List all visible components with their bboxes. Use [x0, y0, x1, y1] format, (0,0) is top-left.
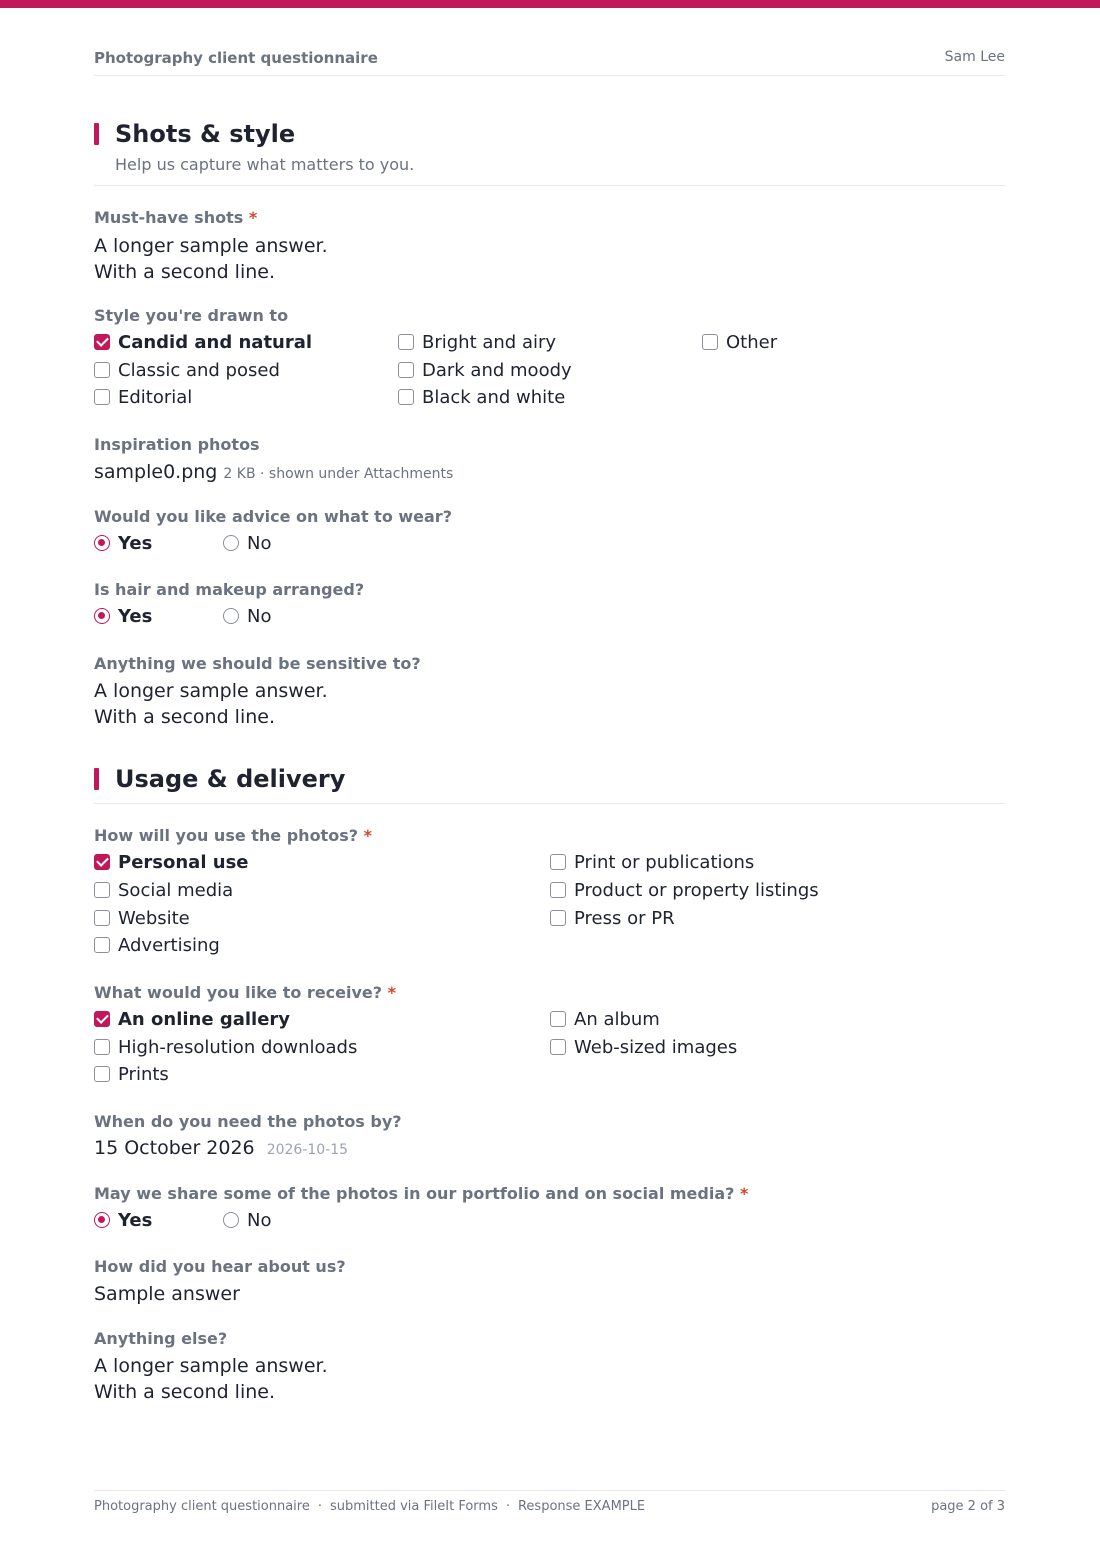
form-title: Photography client questionnaire [94, 49, 378, 67]
checkbox-icon [94, 1066, 110, 1082]
radio-hair-makeup-yes[interactable] [94, 605, 152, 627]
footer-info [94, 1499, 645, 1514]
label-text: What would you like to receive? [94, 983, 383, 1002]
option-label: Prints [118, 1063, 169, 1085]
checkbox-icon [550, 910, 566, 926]
checkbox-icon [550, 882, 566, 898]
option-black-and-white[interactable] [398, 386, 565, 408]
option-label: No [247, 1209, 272, 1231]
question-label-hair-makeup: Is hair and makeup arranged? [94, 580, 365, 599]
top-accent-bar [0, 0, 1100, 8]
question-label-style: Style you're drawn to [94, 306, 289, 325]
checkbox-icon [550, 1039, 566, 1055]
answer-line: With a second line. [94, 1381, 275, 1403]
section-marker [94, 123, 99, 145]
option-product-or-property-listings[interactable] [550, 879, 819, 901]
question-label-anything-else: Anything else? [94, 1329, 228, 1348]
checkbox-icon [94, 937, 110, 953]
section-marker [94, 768, 99, 790]
answer-line: A longer sample answer. [94, 680, 328, 702]
required-marker: * [248, 208, 258, 227]
option-high-resolution-downloads[interactable] [94, 1036, 357, 1058]
checkbox-icon [94, 362, 110, 378]
footer-separator: · [505, 1499, 510, 1514]
radio-icon [223, 1212, 239, 1228]
option-dark-and-moody[interactable] [398, 359, 572, 381]
date-display: 15 October 2026 [94, 1137, 255, 1159]
question-label-deadline: When do you need the photos by? [94, 1112, 402, 1131]
section-shots-style [94, 118, 1005, 186]
option-label: Social media [118, 879, 234, 901]
option-prints[interactable] [94, 1063, 169, 1085]
page-number: page 2 of 3 [931, 1499, 1005, 1514]
option-label: An album [574, 1008, 660, 1030]
option-label: Yes [118, 605, 153, 627]
checkbox-checked-icon [94, 1011, 110, 1027]
option-label: An online gallery [118, 1008, 291, 1030]
footer-response: Response EXAMPLE [517, 1499, 646, 1514]
label-text: May we share some of the photos in our portfolio and on social media? [94, 1184, 735, 1203]
option-label: Advertising [118, 934, 220, 956]
question-label-usage [94, 826, 372, 845]
option-personal-use[interactable] [94, 851, 249, 873]
checkbox-icon [94, 882, 110, 898]
radio-hair-makeup-no[interactable] [223, 605, 271, 627]
checkbox-icon [398, 389, 414, 405]
answer-deadline [94, 1135, 348, 1163]
radio-icon [223, 608, 239, 624]
radio-selected-icon [94, 608, 110, 624]
option-print-or-publications[interactable] [550, 851, 754, 873]
footer-submitted-via: submitted via FileIt Forms [329, 1499, 498, 1514]
date-iso: 2026-10-15 [266, 1142, 349, 1158]
radio-selected-icon [94, 535, 110, 551]
option-label: Classic and posed [118, 359, 280, 381]
answer-line: A longer sample answer. [94, 1355, 328, 1377]
option-label: No [247, 605, 272, 627]
option-label: Black and white [422, 386, 566, 408]
answer-heard: Sample answer [94, 1283, 240, 1305]
section-title: Shots & style [115, 120, 296, 148]
footer-separator: · [317, 1499, 322, 1514]
radio-icon [223, 535, 239, 551]
radio-wear-advice-yes[interactable] [94, 532, 152, 554]
required-marker: * [740, 1184, 749, 1203]
option-press-or-pr[interactable] [550, 907, 675, 929]
attachment-filename[interactable]: sample0.png [94, 461, 218, 483]
option-editorial[interactable] [94, 386, 192, 408]
checkbox-icon [398, 362, 414, 378]
option-label: Editorial [118, 386, 193, 408]
attachment-meta: 2 KB · shown under Attachments [223, 466, 454, 482]
option-label: Web-sized images [574, 1036, 738, 1058]
checkbox-icon [94, 389, 110, 405]
question-label-inspiration-photos: Inspiration photos [94, 435, 260, 454]
label-text: How will you use the photos? [94, 826, 358, 845]
radio-share-yes[interactable] [94, 1209, 152, 1231]
footer-form-name: Photography client questionnaire [94, 1499, 310, 1514]
question-label-heard: How did you hear about us? [94, 1257, 346, 1276]
required-marker: * [387, 983, 396, 1002]
option-label: Candid and natural [118, 331, 313, 353]
option-web-sized-images[interactable] [550, 1036, 737, 1058]
option-label: Press or PR [574, 907, 675, 929]
page-header [94, 49, 1005, 76]
checkbox-icon [702, 334, 718, 350]
option-label: Yes [118, 1209, 153, 1231]
question-label-receive [94, 983, 396, 1002]
checkbox-icon [94, 910, 110, 926]
radio-wear-advice-no[interactable] [223, 532, 271, 554]
answer-line: A longer sample answer. [94, 235, 328, 257]
option-online-gallery[interactable] [94, 1008, 290, 1030]
option-label: Product or property listings [574, 879, 819, 901]
question-label-share [94, 1184, 748, 1203]
label-text: Must-have shots [94, 208, 244, 227]
answer-sensitive [94, 678, 328, 730]
radio-share-no[interactable] [223, 1209, 271, 1231]
checkbox-checked-icon [94, 854, 110, 870]
option-bright-and-airy[interactable] [398, 331, 556, 353]
question-label-wear-advice: Would you like advice on what to wear? [94, 507, 452, 526]
option-classic-and-posed[interactable] [94, 359, 280, 381]
answer-line: With a second line. [94, 261, 275, 283]
page-footer [94, 1490, 1005, 1514]
answer-inspiration-photos [94, 459, 453, 487]
required-marker: * [363, 826, 372, 845]
option-label: Bright and airy [422, 331, 557, 353]
option-an-album[interactable] [550, 1008, 660, 1030]
option-website[interactable] [94, 907, 190, 929]
section-title: Usage & delivery [115, 765, 346, 793]
option-label: Dark and moody [422, 359, 572, 381]
checkbox-icon [550, 1011, 566, 1027]
option-label: Print or publications [574, 851, 755, 873]
radio-selected-icon [94, 1212, 110, 1228]
section-usage-delivery [94, 763, 1005, 804]
option-label: Website [118, 907, 190, 929]
section-subtitle: Help us capture what matters to you. [115, 155, 415, 174]
option-social-media[interactable] [94, 879, 233, 901]
answer-must-have-shots [94, 233, 328, 285]
option-label: Personal use [118, 851, 249, 873]
checkbox-checked-icon [94, 334, 110, 350]
option-candid-and-natural[interactable] [94, 331, 312, 353]
question-label-must-have-shots [94, 208, 257, 227]
checkbox-icon [94, 1039, 110, 1055]
option-label: Yes [118, 532, 153, 554]
question-label-sensitive: Anything we should be sensitive to? [94, 654, 421, 673]
answer-anything-else [94, 1353, 328, 1405]
checkbox-icon [550, 854, 566, 870]
option-label: Other [726, 331, 778, 353]
option-label: High-resolution downloads [118, 1036, 358, 1058]
option-advertising[interactable] [94, 934, 220, 956]
option-label: No [247, 532, 272, 554]
option-other[interactable] [702, 331, 777, 353]
user-name: Sam Lee [944, 49, 1005, 65]
answer-line: With a second line. [94, 706, 275, 728]
checkbox-icon [398, 334, 414, 350]
